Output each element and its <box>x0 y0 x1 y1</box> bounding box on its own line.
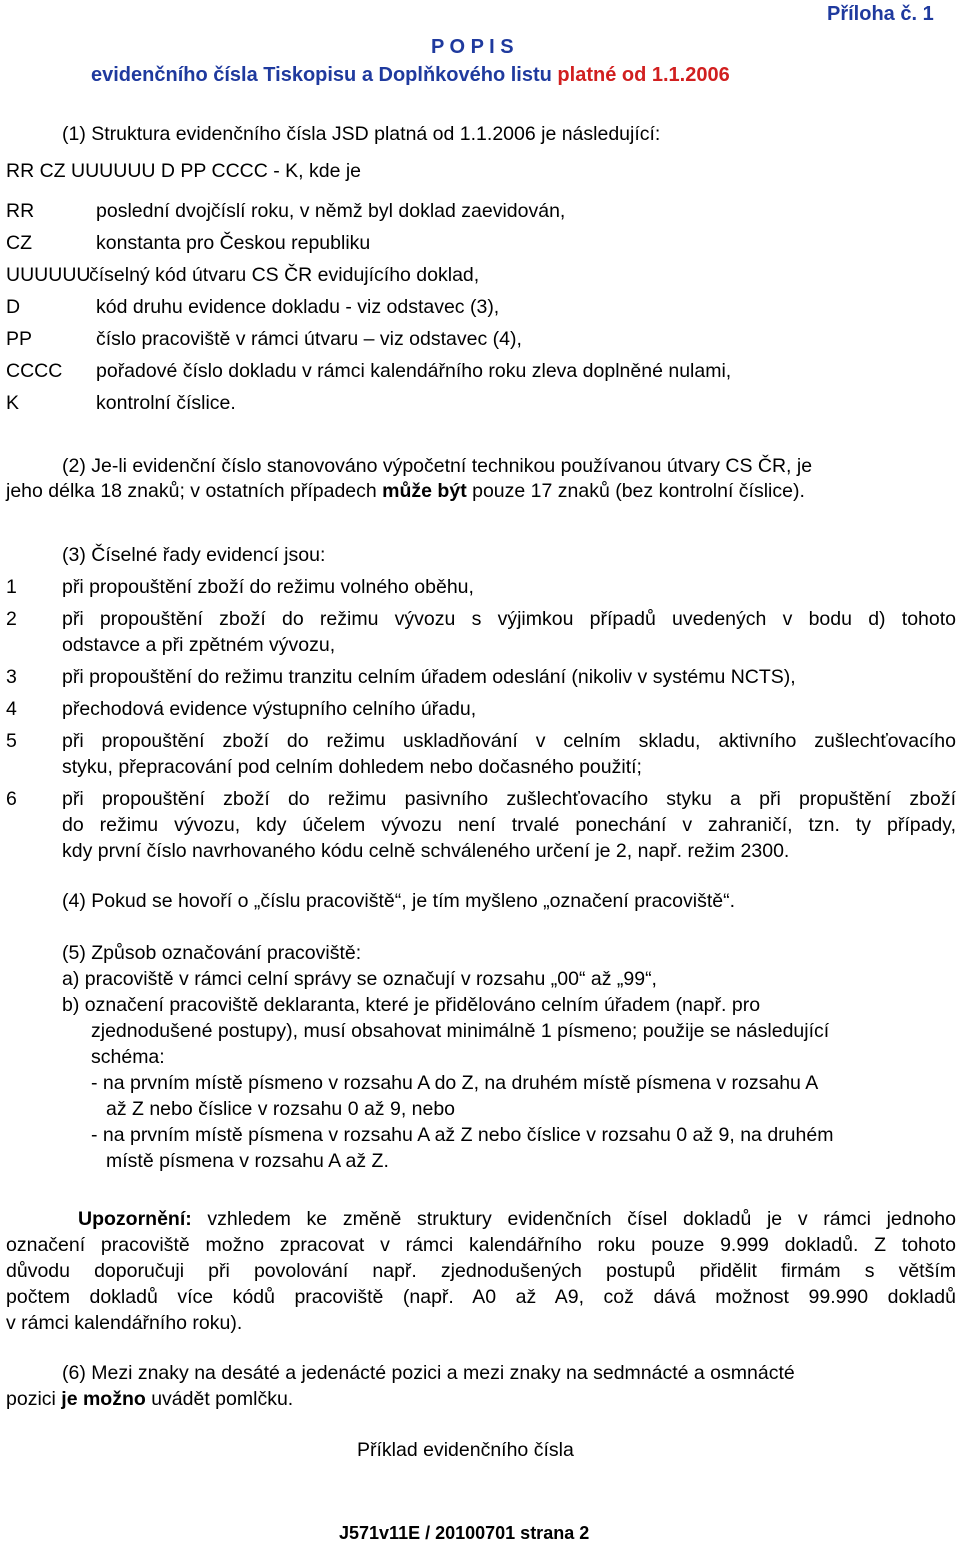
item-5-line1: při propouštění zboží do režimu uskladňování v celním skladu, aktivního zušlechťovacího <box>62 730 956 752</box>
code-d-desc: kód druhu evidence dokladu - viz odstavec (3), <box>96 296 500 318</box>
section2-emphasis: může být <box>382 480 467 502</box>
code-pp-desc: číslo pracoviště v rámci útvaru – viz odstavec (4), <box>96 328 522 350</box>
section5-a: a) pracoviště v rámci celní správy se označují v rozsahu „00“ až „99“, <box>62 968 657 990</box>
item-5-number: 5 <box>6 730 17 752</box>
item-4-line1: přechodová evidence výstupního celního úřadu, <box>62 698 477 720</box>
attachment-label: Příloha č. 1 <box>827 3 934 25</box>
item-6-line2: do režimu vývozu, kdy účelem vývozu není trvalé ponechání v zahraničí, tzn. ty případy, <box>62 814 956 836</box>
warning-line3: důvodu doporučuji při povolování např. zjednodušených postupů přidělit firmám s větším <box>6 1260 956 1282</box>
code-rr-desc: poslední dvojčíslí roku, v němž byl doklad zaevidován, <box>96 200 566 222</box>
warning-line5: v rámci kalendářního roku). <box>6 1312 243 1334</box>
item-2-line1: při propouštění zboží do režimu vývozu s výjimkou případů uvedených v bodu d) tohoto <box>62 608 956 630</box>
section6-line2 <box>6 1390 293 1410</box>
code-rr: RR <box>6 200 35 222</box>
code-d: D <box>6 296 21 318</box>
section1-intro: (1) Struktura evidenčního čísla JSD platná od 1.1.2006 je následující: <box>62 123 661 145</box>
item-5-line2: styku, přepracování pod celním dohledem nebo dočasného použití; <box>62 756 642 778</box>
section1-formula: RR CZ UUUUUU D PP CCCC - K, kde je <box>6 160 362 182</box>
item-1-number: 1 <box>6 576 17 598</box>
warning-line4: počtem dokladů více kódů pracoviště (např. A0 až A9, což dává možnost 99.990 dokladů <box>6 1286 956 1308</box>
section2-line2-end: pouze 17 znaků (bez kontrolní číslice). <box>466 480 805 502</box>
section6-line2-end: uvádět pomlčku. <box>145 1388 294 1410</box>
section6-emphasis: je možno <box>61 1388 146 1410</box>
document-subtitle <box>91 65 730 85</box>
subtitle-prefix: evidenčního čísla Tiskopisu a Doplňkového listu <box>91 64 552 86</box>
section6-line2-start: pozici <box>6 1388 62 1410</box>
section5-dash1-line2: až Z nebo číslice v rozsahu 0 až 9, nebo <box>106 1098 456 1120</box>
warning-line1-text: vzhledem ke změně struktury evidenčních čísel dokladů je v rámci jednoho <box>207 1208 956 1230</box>
item-6-line1: při propouštění zboží do režimu pasivního zušlechťovacího styku a při propuštění zboží <box>62 788 956 810</box>
code-uuuuuu: UUUUUU <box>6 264 91 286</box>
section6-line1: (6) Mezi znaky na desáté a jedenácté pozici a mezi znaky na sedmnácté a osmnácté <box>62 1362 795 1384</box>
section2-line1: (2) Je-li evidenční číslo stanovováno výpočetní technikou používanou útvary CS ČR, je <box>62 455 813 477</box>
page-footer: J571v11E / 20100701 strana 2 <box>339 1523 590 1543</box>
section5-b-line2: zjednodušené postupy), musí obsahovat minimálně 1 písmeno; použije se následující <box>91 1020 830 1042</box>
section5-heading: (5) Způsob označování pracoviště: <box>62 942 362 964</box>
code-cccc-desc: pořadové číslo dokladu v rámci kalendářního roku zleva doplněné nulami, <box>96 360 732 382</box>
item-6-number: 6 <box>6 788 17 810</box>
item-2-number: 2 <box>6 608 17 630</box>
example-heading: Příklad evidenčního čísla <box>357 1439 574 1461</box>
item-6-line3: kdy první číslo navrhovaného kódu celně schváleného určení je 2, např. režim 2300. <box>62 840 790 862</box>
document-title: P O P I S <box>431 36 514 58</box>
code-pp: PP <box>6 328 33 350</box>
item-4-number: 4 <box>6 698 17 720</box>
subtitle-valid-date: platné od 1.1.2006 <box>557 64 730 86</box>
code-uuuuuu-desc: číselný kód útvaru CS ČR evidujícího doklad, <box>89 264 480 286</box>
item-3-line1: při propouštění do režimu tranzitu celním úřadem odeslání (nikoliv v systému NCTS), <box>62 666 796 688</box>
section3-heading: (3) Číselné řady evidencí jsou: <box>62 544 326 566</box>
code-cccc: CCCC <box>6 360 63 382</box>
section5-dash2-line2: místě písmena v rozsahu A až Z. <box>106 1150 389 1172</box>
item-1-line1: při propouštění zboží do režimu volného oběhu, <box>62 576 474 598</box>
warning-line2: označení pracoviště možno zpracovat v rámci kalendářního roku pouze 9.999 dokladů. Z tohoto <box>6 1234 956 1256</box>
section2-line2-start: jeho délka 18 znaků; v ostatních případech <box>6 480 383 502</box>
code-cz-desc: konstanta pro Českou republiku <box>96 232 371 254</box>
section5-b-line3: schéma: <box>91 1046 165 1068</box>
warning-line1 <box>78 1210 956 1230</box>
warning-label: Upozornění: <box>78 1208 192 1230</box>
code-k-desc: kontrolní číslice. <box>96 392 236 414</box>
section4-text: (4) Pokud se hovoří o „číslu pracoviště“, je tím myšleno „označení pracoviště“. <box>62 890 736 912</box>
section2-line2 <box>6 482 805 502</box>
section5-b-line1: b) označení pracoviště deklaranta, které je přidělováno celním úřadem (např. pro <box>62 994 761 1016</box>
section5-dash2-line1: - na prvním místě písmena v rozsahu A až Z nebo číslice v rozsahu 0 až 9, na druhém <box>91 1124 834 1146</box>
item-2-line2: odstavce a při zpětném vývozu, <box>62 634 336 656</box>
code-k: K <box>6 392 20 414</box>
section5-dash1-line1: - na prvním místě písmeno v rozsahu A do Z, na druhém místě písmena v rozsahu A <box>91 1072 819 1094</box>
code-cz: CZ <box>6 232 32 254</box>
item-3-number: 3 <box>6 666 17 688</box>
